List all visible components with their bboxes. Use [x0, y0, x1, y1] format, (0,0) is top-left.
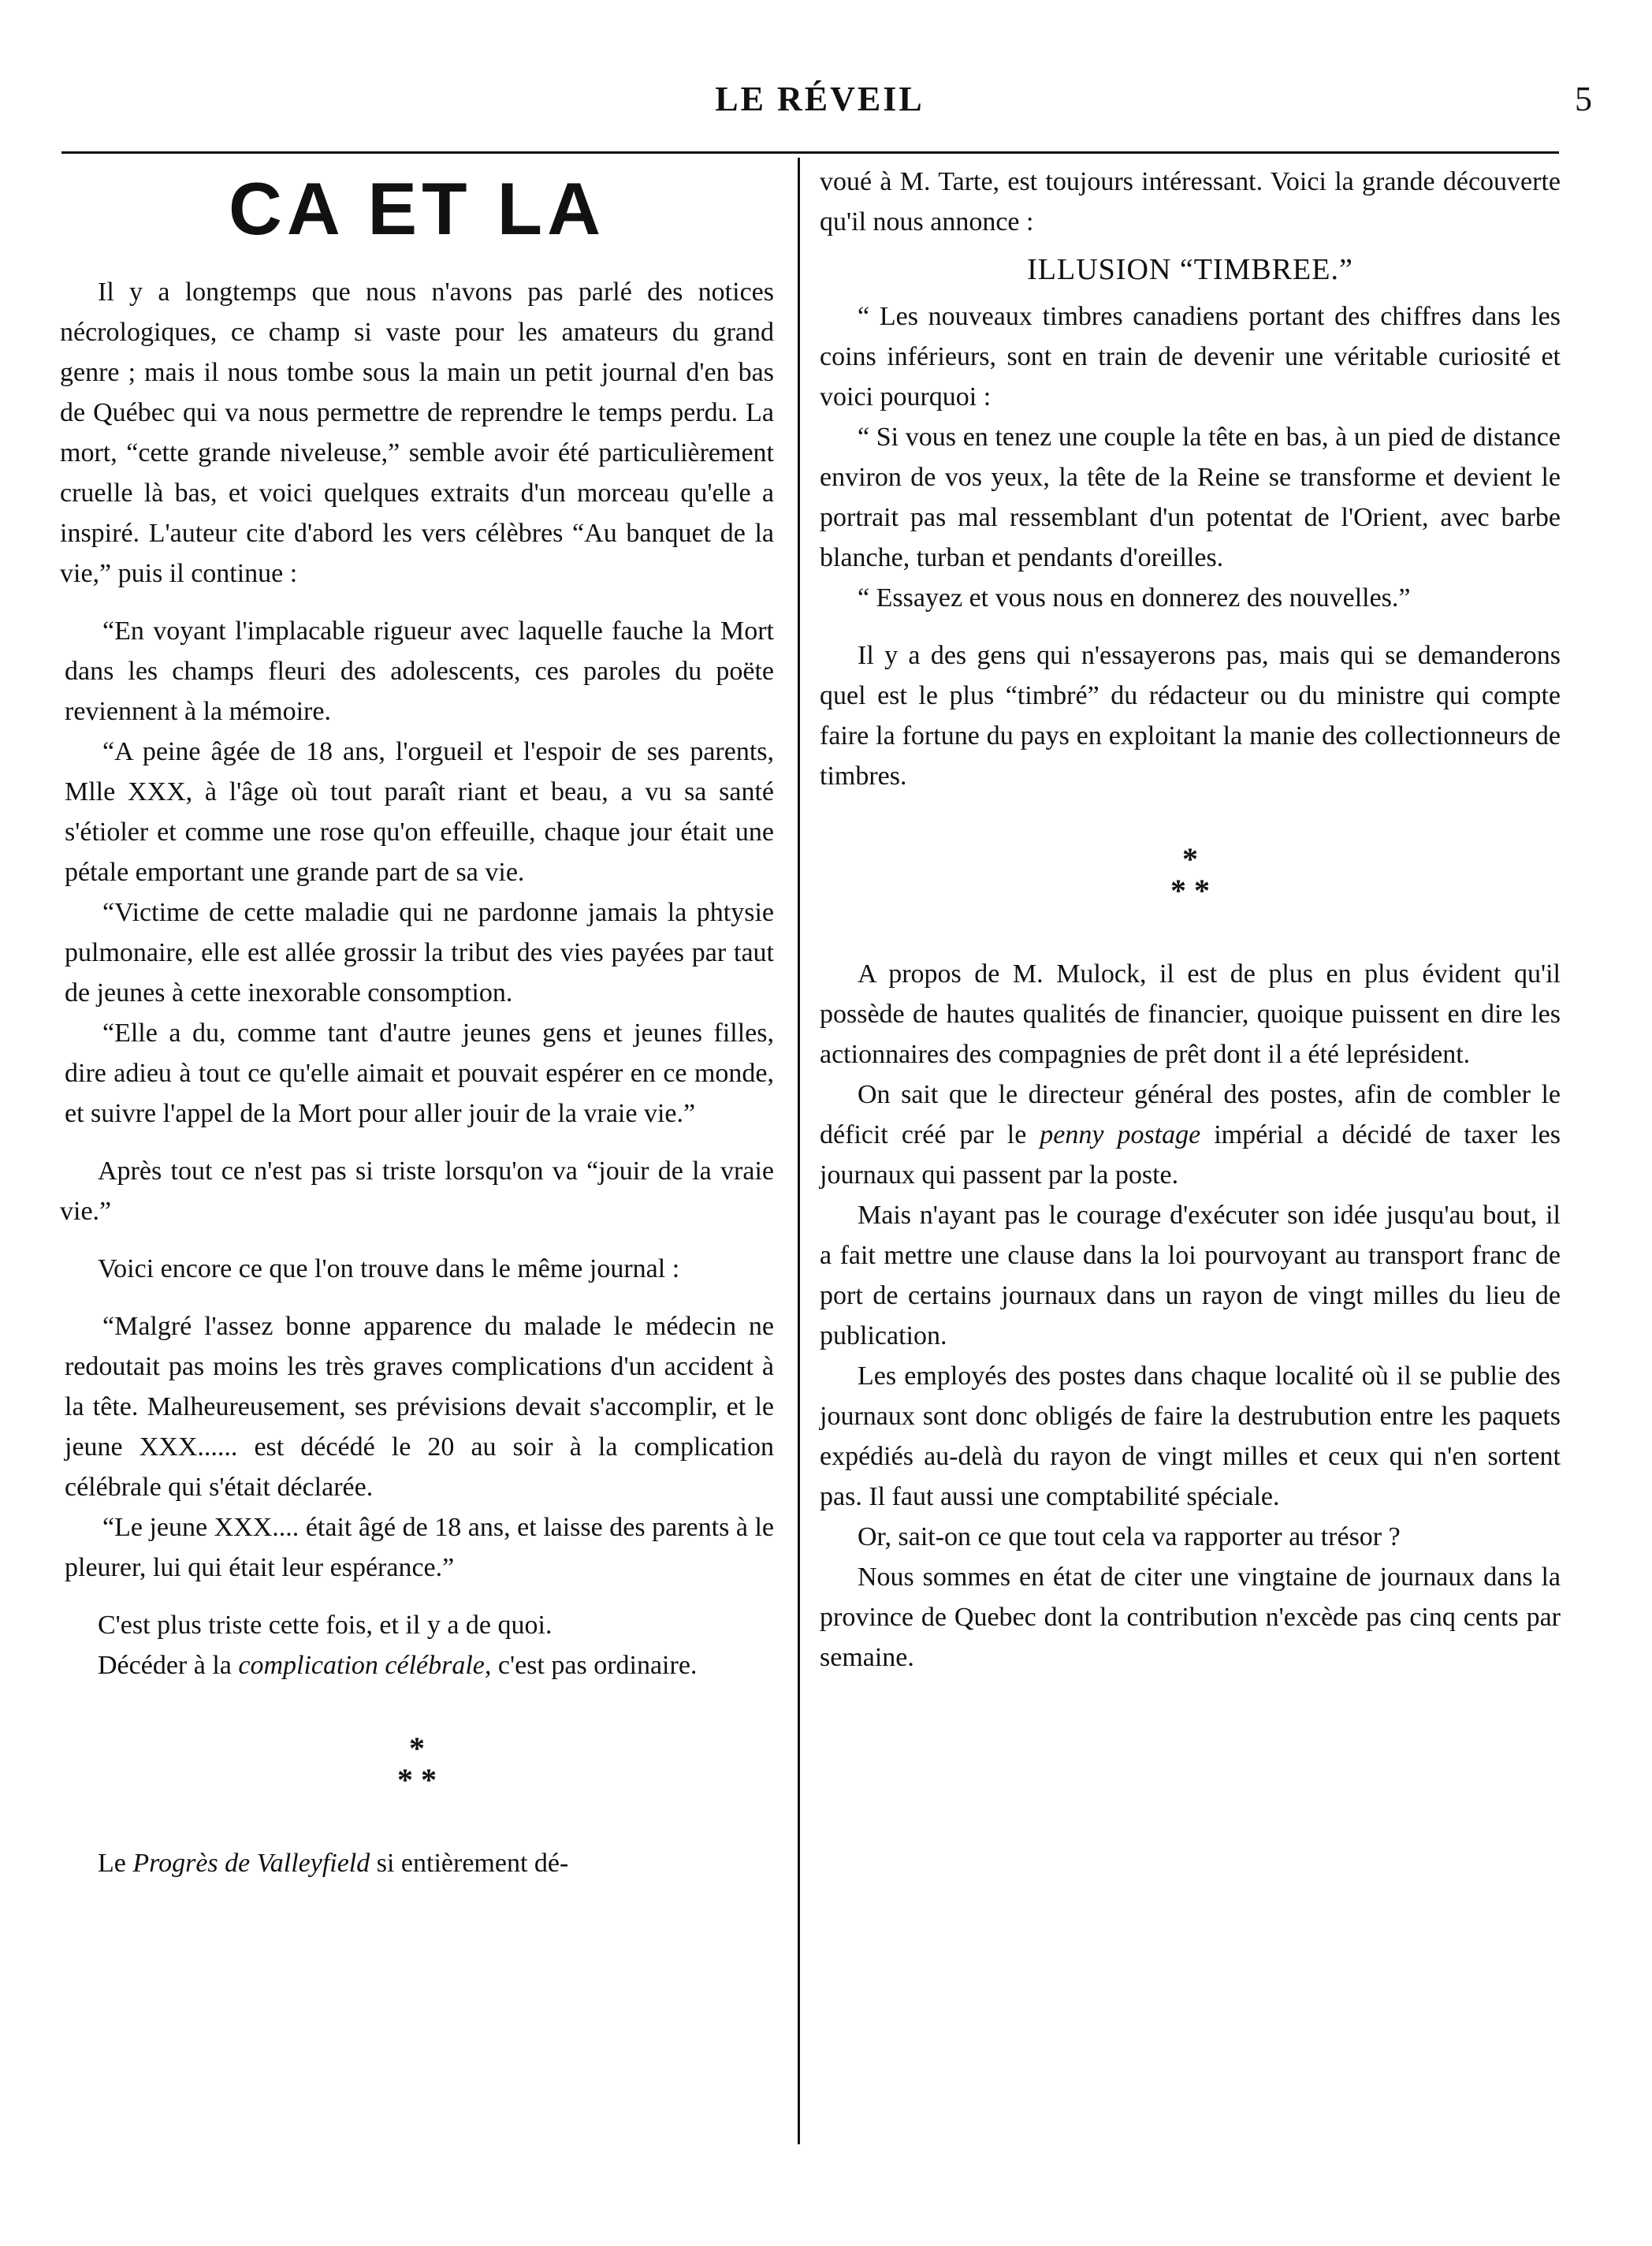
section-title: CA ET LA [229, 167, 605, 250]
quote-paragraph: “Victime de cette maladie qui ne pardonne jamais la phtysie pulmonaire, elle est allée grossir la tribut des vies payées par taut de jeunes à cette inexorable consomption. [65, 898, 774, 1008]
paragraph: Nous sommes en état de citer une vingtaine de journaux dans la province de Quebec dont la contribution n'excède pas cinq cents par semaine. [820, 1563, 1561, 1672]
paragraph: Voici encore ce que l'on trouve dans le même journal : [98, 1254, 680, 1283]
italic-title: Progrès de Valleyfield [132, 1849, 370, 1878]
quote-paragraph: “ Essayez et vous nous en donnerez des nouvelles.” [858, 583, 1411, 613]
quote-paragraph: “ Les nouveaux timbres canadiens portant des chiffres dans les coins inférieurs, sont en train de devenir une véritable curiosité et voici pourquoi : [820, 302, 1561, 412]
paragraph: Il y a des gens qui n'essayerons pas, mais qui se demanderons quel est le plus “timbré” du rédacteur ou du ministre qui compte faire la fortune du pays en exploitant la manie des collectionneurs de timbres. [820, 641, 1561, 791]
page-number: 5 [1575, 80, 1592, 118]
paragraph: Les employés des postes dans chaque localité où il se publie des journaux sont donc obligés de faire la destrubution entre les paquets expédiés au-delà du rayon de vingt milles et ceux qui n'en sortent pas. Il faut aussi une comptabilité spéciale. [820, 1361, 1561, 1511]
paragraph: C'est plus triste cette fois, et il y a de quoi. [98, 1611, 553, 1640]
quote-paragraph: “Elle a du, comme tant d'autre jeunes gens et jeunes filles, dire adieu à tout ce qu'elle aimait et pouvait espérer en ce monde, et suivre l'appel de la Mort pour aller jouir de la vraie vie.” [65, 1019, 774, 1128]
italic-phrase: penny postage [1040, 1120, 1201, 1149]
quote-paragraph: “Malgré l'assez bonne apparence du malade le médecin ne redoutait pas moins les très graves complications d'un accident à la tête. Malheureusement, ses prévisions devait s'accomplir, et le jeune XXX...... est décédé le 20 au soir à la complication célébrale qui s'était déclarée. [65, 1312, 774, 1502]
paragraph: Il y a longtemps que nous n'avons pas parlé des notices nécrologiques, ce champ si vaste pour les amateurs du grand genre ; mais il nous tombe sous la main un petit journal d'en bas de Québec qui va nous permettre de reprendre le temps perdu. La mort, “cette grande niveleuse,” semble avoir été particulièrement cruelle là bas, et voici quelques extraits d'un morceau qu'elle a inspiré. L'auteur cite d'abord les vers célèbres “Au banquet de la vie,” puis il continue : [60, 277, 774, 588]
paragraph: Le Progrès de Valleyfield si entièrement dé- [98, 1849, 569, 1878]
quote-paragraph: “Le jeune XXX.... était âgé de 18 ans, et laisse des parents à le pleurer, lui qui était leur espérance.” [65, 1513, 774, 1582]
italic-phrase: complication célébrale, [238, 1651, 492, 1680]
header-rule [61, 151, 1559, 154]
quote-paragraph: “ Si vous en tenez une couple la tête en bas, à un pied de distance environ de vos yeux, la tête de la Reine se transforme et devient le portrait pas mal ressemblant d'un potentat de l'Orient, avec barbe blanche, turban et pendants d'oreilles. [820, 423, 1561, 572]
paragraph: A propos de M. Mulock, il est de plus en plus évident qu'il possède de hautes qualités de financier, quoique puissent en dire les actionnaires des compagnies de prêt dont il a été leprésident. [820, 959, 1561, 1069]
quote-paragraph: “A peine âgée de 18 ans, l'orgueil et l'espoir de ses parents, Mlle XXX, à l'âge où tout paraît riant et beau, a vu sa santé s'étioler et comme une rose qu'on effeuille, chaque jour était une pétale emportant une grande part de sa vie. [65, 737, 774, 887]
asterism-separator: * * * [1170, 841, 1210, 908]
quote-paragraph: “En voyant l'implacable rigueur avec laquelle fauche la Mort dans les champs fleuri des adolescents, ces paroles du poëte reviennent à la mémoire. [65, 616, 774, 726]
left-column [60, 162, 774, 1883]
page-header [47, 79, 1592, 126]
subsection-title: ILLUSION “TIMBREE.” [1027, 253, 1353, 286]
journal-title: LE RÉVEIL [715, 80, 925, 118]
paragraph: Mais n'ayant pas le courage d'exécuter son idée jusqu'au bout, il a fait mettre une clause dans la loi pourvoyant au transport franc de port de certains journaux dans un rayon de vingt milles du lieu de publication. [820, 1201, 1561, 1350]
asterism-separator: * * * [397, 1730, 437, 1797]
paragraph: Après tout ce n'est pas si triste lorsqu'on va “jouir de la vraie vie.” [60, 1157, 774, 1226]
column-divider [798, 158, 800, 2144]
right-column [820, 162, 1561, 1678]
paragraph: Décéder à la complication célébrale, c'est pas ordinaire. [98, 1651, 698, 1680]
paragraph: voué à M. Tarte, est toujours intéressant. Voici la grande découverte qu'il nous annonce : [820, 167, 1561, 237]
paragraph: On sait que le directeur général des postes, afin de combler le déficit créé par le penny postage impérial a décidé de taxer les journaux qui passent par la poste. [820, 1080, 1561, 1190]
paragraph: Or, sait-on ce que tout cela va rapporter au trésor ? [858, 1522, 1401, 1551]
